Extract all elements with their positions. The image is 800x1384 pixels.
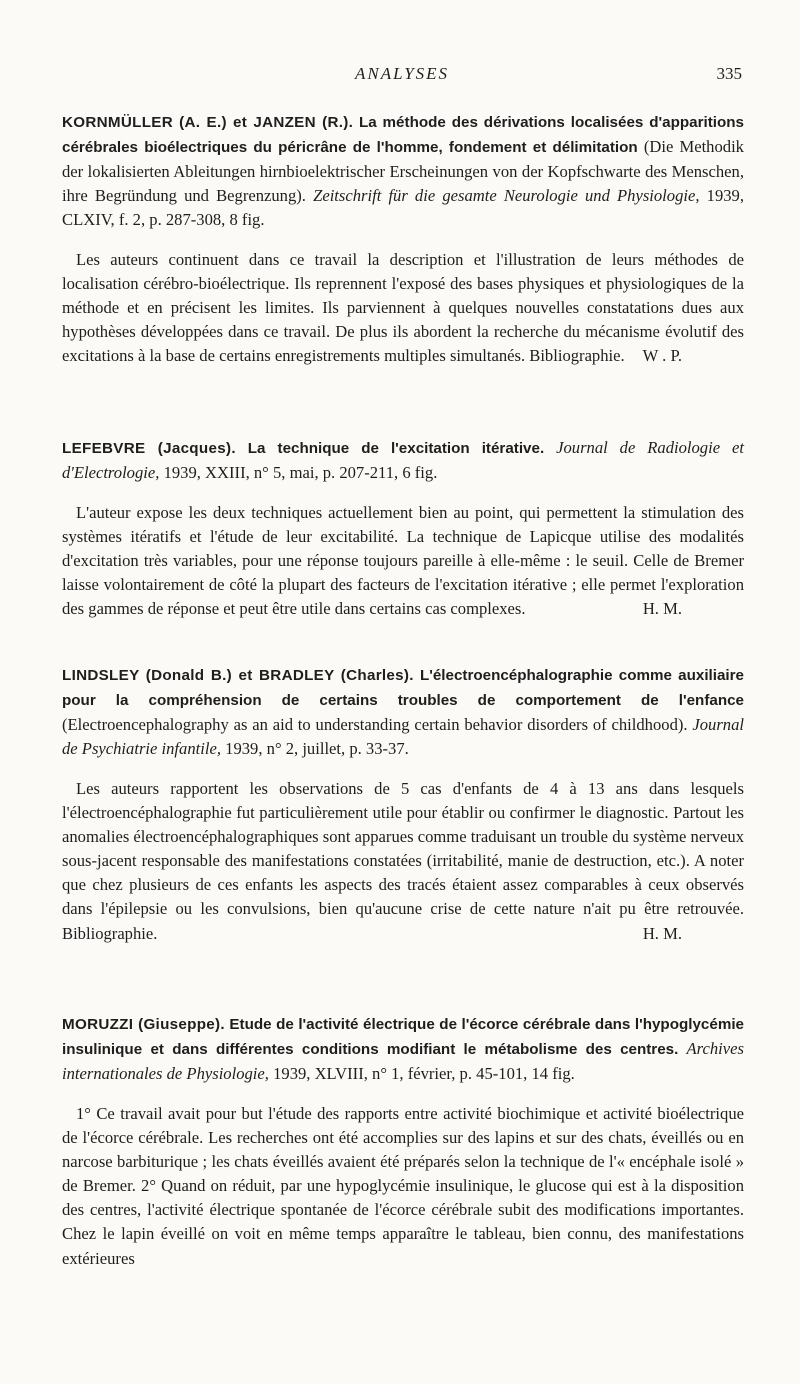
authors: LINDSLEY (Donald B.) et BRADLEY (Charles).: [62, 667, 414, 684]
page-header: [62, 64, 742, 88]
summary-body: L'auteur expose les deux techniques actuellement bien au point, qui permettent la stimulation des systèmes itératifs et l'étude de leur excitabilité. La technique de Lapicque utilise des modalités d'excitation très variables, pour une réponse toujours pareille à elle-même : le seuil. Celle de Bremer laisse volontairement de côté la plupart des facteurs de l'excitation itérative ; elle permet l'exploration des gammes de réponse et peut être utile dans certains cas complexes.: [62, 503, 744, 619]
reviewer-initials: H. M.: [642, 599, 682, 619]
original-title: (Electroencephalography as an aid to understanding certain behavior disorders of childhood).: [62, 715, 688, 734]
review-entry: [62, 663, 744, 946]
summary-text: [62, 248, 744, 368]
authors: LEFEBVRE (Jacques).: [62, 440, 236, 457]
publication-details: 1939, n° 2, juillet, p. 33-37.: [225, 739, 409, 758]
article-title: L'électroencéphalographie comme auxiliaire pour la compréhension de certains troubles de comportement de l'enfance: [62, 667, 744, 709]
article-title: Etude de l'activité électrique de l'écorce cérébrale dans l'hypoglycémie insulinique et dans différentes conditions modifiant le métabolisme des centres.: [62, 1016, 744, 1058]
summary-text: [62, 1102, 744, 1271]
journal-name: Journal de Psychiatrie infantile,: [62, 715, 744, 758]
summary-text: [62, 777, 744, 946]
journal-name: Zeitschrift für die gesamte Neurologie und Physiologie,: [313, 186, 700, 205]
journal-name: Journal de Radiologie et d'Electrologie,: [62, 438, 744, 482]
publication-details: 1939, XXIII, n° 5, mai, p. 207-211, 6 fig.: [163, 463, 438, 482]
citation: [62, 1012, 744, 1086]
summary-text: [62, 501, 744, 621]
summary-body: 1° Ce travail avait pour but l'étude des rapports entre activité biochimique et activité bioélectrique de l'écorce cérébrale. Les recherches ont été accomplies sur des lapins et sur des chats, éveillés ou en narcose barbiturique ; les chats éveillés avaient été préparés selon la technique de l'« encéphale isolé » de Bremer. 2° Quand on réduit, par une hypoglycémie insulinique, le glucose qui est à la disposition des centres, l'activité électrique spontanée de l'écorce cérébrale subit des modifications importantes. Chez le lapin éveillé on voit en même temps apparaître le tableau, bien connu, des manifestations extérieures: [62, 1104, 744, 1268]
publication-details: 1939, CLXIV, f. 2, p. 287-308, 8 fig.: [62, 186, 744, 229]
summary-body: Les auteurs rapportent les observations de 5 cas d'enfants de 4 à 13 ans dans lesquels l'électroencéphalographie fut particulièrement utile pour établir ou confirmer le diagnostic. Partout les anomalies électroencéphalographiques sont apparues comme traduisant un trouble du système nerveux sous-jacent responsable des manifestations constatées (irritabilité, manie de destruction, etc.). A noter que chez plusieurs de ces enfants les aspects des tracés étaient assez comparables à ceux observés dans l'épilepsie ou les convulsions, bien qu'aucune crise de cette nature n'ait pu être retrouvée. Bibliographie.: [62, 779, 744, 943]
reviewer-initials: W . P.: [642, 346, 682, 366]
summary-body: Les auteurs continuent dans ce travail la description et l'illustration de leurs méthodes de localisation cérébro-bioélectrique. Ils reprennent l'exposé des bases physiques et physiologiques de la méthode et en précisent les limites. Ils parviennent à quelques nouvelles constatations dues aux hypothèses développées dans ce travail. De plus ils abordent la recherche du mécanisme évolutif des excitations à la base de certains enregistrements multiples simultanés. Bibliographie.: [62, 250, 744, 366]
authors: KORNMÜLLER (A. E.) et JANZEN (R.).: [62, 114, 354, 131]
citation: [62, 663, 744, 761]
journal-name: Archives internationales de Physiologie,: [62, 1039, 744, 1083]
citation: [62, 110, 744, 232]
article-title: La méthode des dérivations localisées d'apparitions cérébrales bioélectriques du péricrâne de l'homme, fondement et délimitation: [62, 114, 744, 156]
original-title: (Die Methodik der lokalisierten Ableitungen hirnbioelektrischer Erscheinungen von der Kopfschwarte des Menschen, ihre Begründung und Begrenzung).: [62, 137, 744, 205]
citation: [62, 436, 744, 485]
article-title: La technique de l'excitation itérative.: [247, 440, 545, 457]
review-entry: [62, 110, 744, 368]
authors: MORUZZI (Giuseppe).: [62, 1016, 225, 1033]
review-entry: [62, 436, 744, 621]
publication-details: 1939, XLVIII, n° 1, février, p. 45-101, 14 fig.: [273, 1064, 575, 1083]
running-head: ANALYSES: [354, 64, 450, 83]
reviewer-initials: H. M.: [642, 923, 682, 943]
page-number: 335: [716, 64, 742, 83]
review-entry: [62, 1012, 744, 1271]
